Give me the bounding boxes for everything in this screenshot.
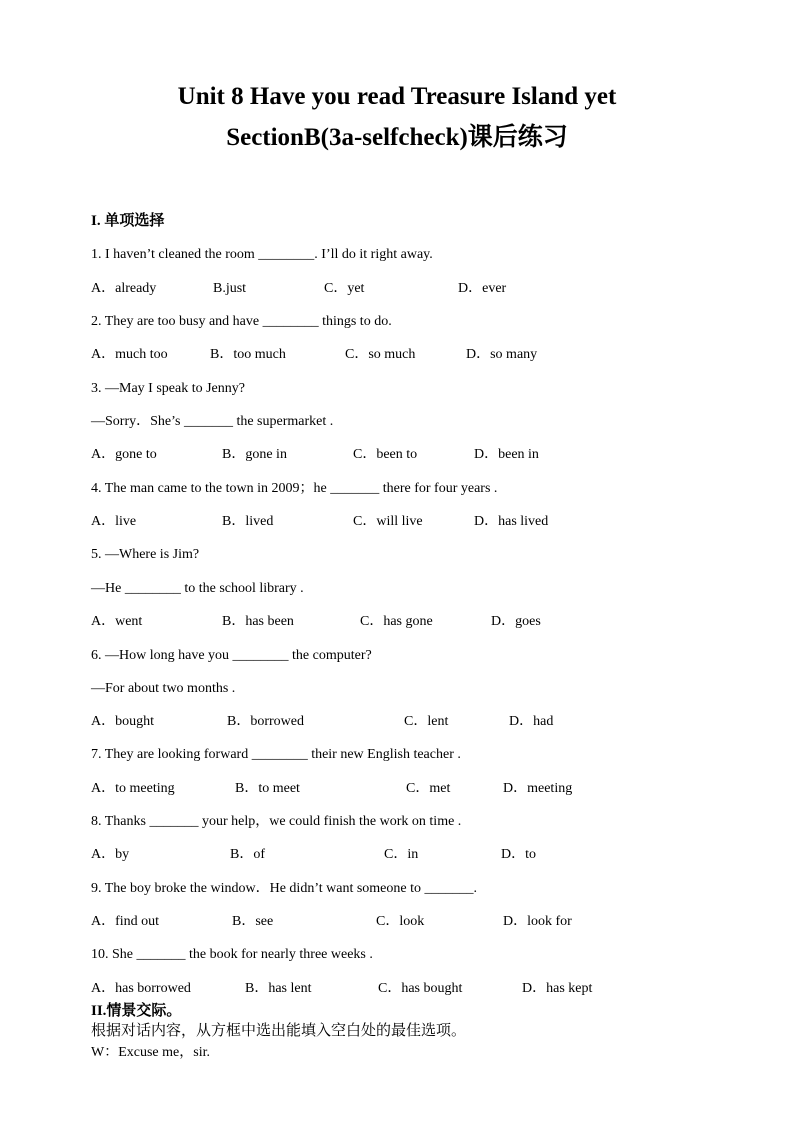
- question-3-text-line-2: —Sorry．She’s _______ the supermarket .: [91, 414, 334, 429]
- question-4-option-a: A．live: [91, 514, 137, 529]
- question-7-text: 7. They are looking forward ________ their new English teacher .: [91, 747, 461, 762]
- question-8-text: 8. Thanks _______ your help，we could finish the work on time .: [91, 814, 462, 829]
- question-1-option-a: A．already: [91, 281, 157, 296]
- question-4-option-d: D．has lived: [474, 514, 549, 529]
- question-9-option-a: A．find out: [91, 914, 160, 929]
- section-1-heading: I. 单项选择: [91, 213, 165, 229]
- question-2-text: 2. They are too busy and have ________ things to do.: [91, 314, 392, 329]
- section-2-instruction: 根据对话内容，从方框中选出能填入空白处的最佳选项。: [91, 1023, 467, 1039]
- question-1-option-b: B.just: [213, 281, 247, 296]
- question-1-option-d: D．ever: [458, 281, 507, 296]
- question-2-option-d: D．so many: [466, 347, 538, 362]
- question-4-option-b: B．lived: [222, 514, 274, 529]
- question-4-text: 4. The man came to the town in 2009；he _______ there for four years .: [91, 481, 498, 496]
- question-5-option-d: D．goes: [491, 614, 541, 629]
- dialog-line-1: W：Excuse me，sir.: [91, 1045, 210, 1060]
- document-title-line-2: SectionB(3a-selfcheck)课后练习: [226, 124, 568, 151]
- question-9-option-d: D．look for: [503, 914, 572, 929]
- question-7-option-d: D．meeting: [503, 781, 573, 796]
- question-10-option-b: B．has lent: [245, 981, 312, 996]
- question-1-text: 1. I haven’t cleaned the room ________. I’ll do it right away.: [91, 247, 433, 262]
- question-8-option-d: D．to: [501, 847, 536, 862]
- question-5-option-b: B．has been: [222, 614, 294, 629]
- question-7-option-a: A．to meeting: [91, 781, 175, 796]
- question-3-option-b: B．gone in: [222, 447, 287, 462]
- question-2-option-b: B．too much: [210, 347, 286, 362]
- document-title-line-1: Unit 8 Have you read Treasure Island yet: [177, 83, 617, 110]
- question-3-option-a: A．gone to: [91, 447, 157, 462]
- question-10-option-c: C．has bought: [378, 981, 463, 996]
- question-2-option-a: A．much too: [91, 347, 168, 362]
- question-7-option-b: B．to meet: [235, 781, 300, 796]
- section-2-heading: II.情景交际。: [91, 1003, 182, 1019]
- question-5-option-a: A．went: [91, 614, 143, 629]
- question-10-text: 10. She _______ the book for nearly three weeks .: [91, 947, 373, 962]
- question-6-text-line-2: —For about two months .: [91, 681, 236, 696]
- question-9-text: 9. The boy broke the window．He didn’t want someone to _______.: [91, 881, 477, 896]
- question-4-option-c: C．will live: [353, 514, 423, 529]
- question-10-option-a: A．has borrowed: [91, 981, 191, 996]
- question-9-option-c: C．look: [376, 914, 425, 929]
- question-6-option-d: D．had: [509, 714, 554, 729]
- question-3-text: 3. —May I speak to Jenny?: [91, 381, 245, 396]
- question-8-option-b: B．of: [230, 847, 265, 862]
- question-10-option-d: D．has kept: [522, 981, 593, 996]
- question-3-option-c: C．been to: [353, 447, 418, 462]
- question-7-option-c: C．met: [406, 781, 451, 796]
- question-6-text: 6. —How long have you ________ the computer?: [91, 648, 372, 663]
- question-5-text-line-2: —He ________ to the school library .: [91, 581, 304, 596]
- question-6-option-c: C．lent: [404, 714, 449, 729]
- question-6-option-a: A．bought: [91, 714, 154, 729]
- question-2-option-c: C．so much: [345, 347, 416, 362]
- question-5-text: 5. —Where is Jim?: [91, 547, 200, 562]
- question-9-option-b: B．see: [232, 914, 274, 929]
- question-6-option-b: B．borrowed: [227, 714, 304, 729]
- question-5-option-c: C．has gone: [360, 614, 433, 629]
- question-8-option-c: C．in: [384, 847, 419, 862]
- question-3-option-d: D．been in: [474, 447, 539, 462]
- question-8-option-a: A．by: [91, 847, 130, 862]
- question-1-option-c: C．yet: [324, 281, 365, 296]
